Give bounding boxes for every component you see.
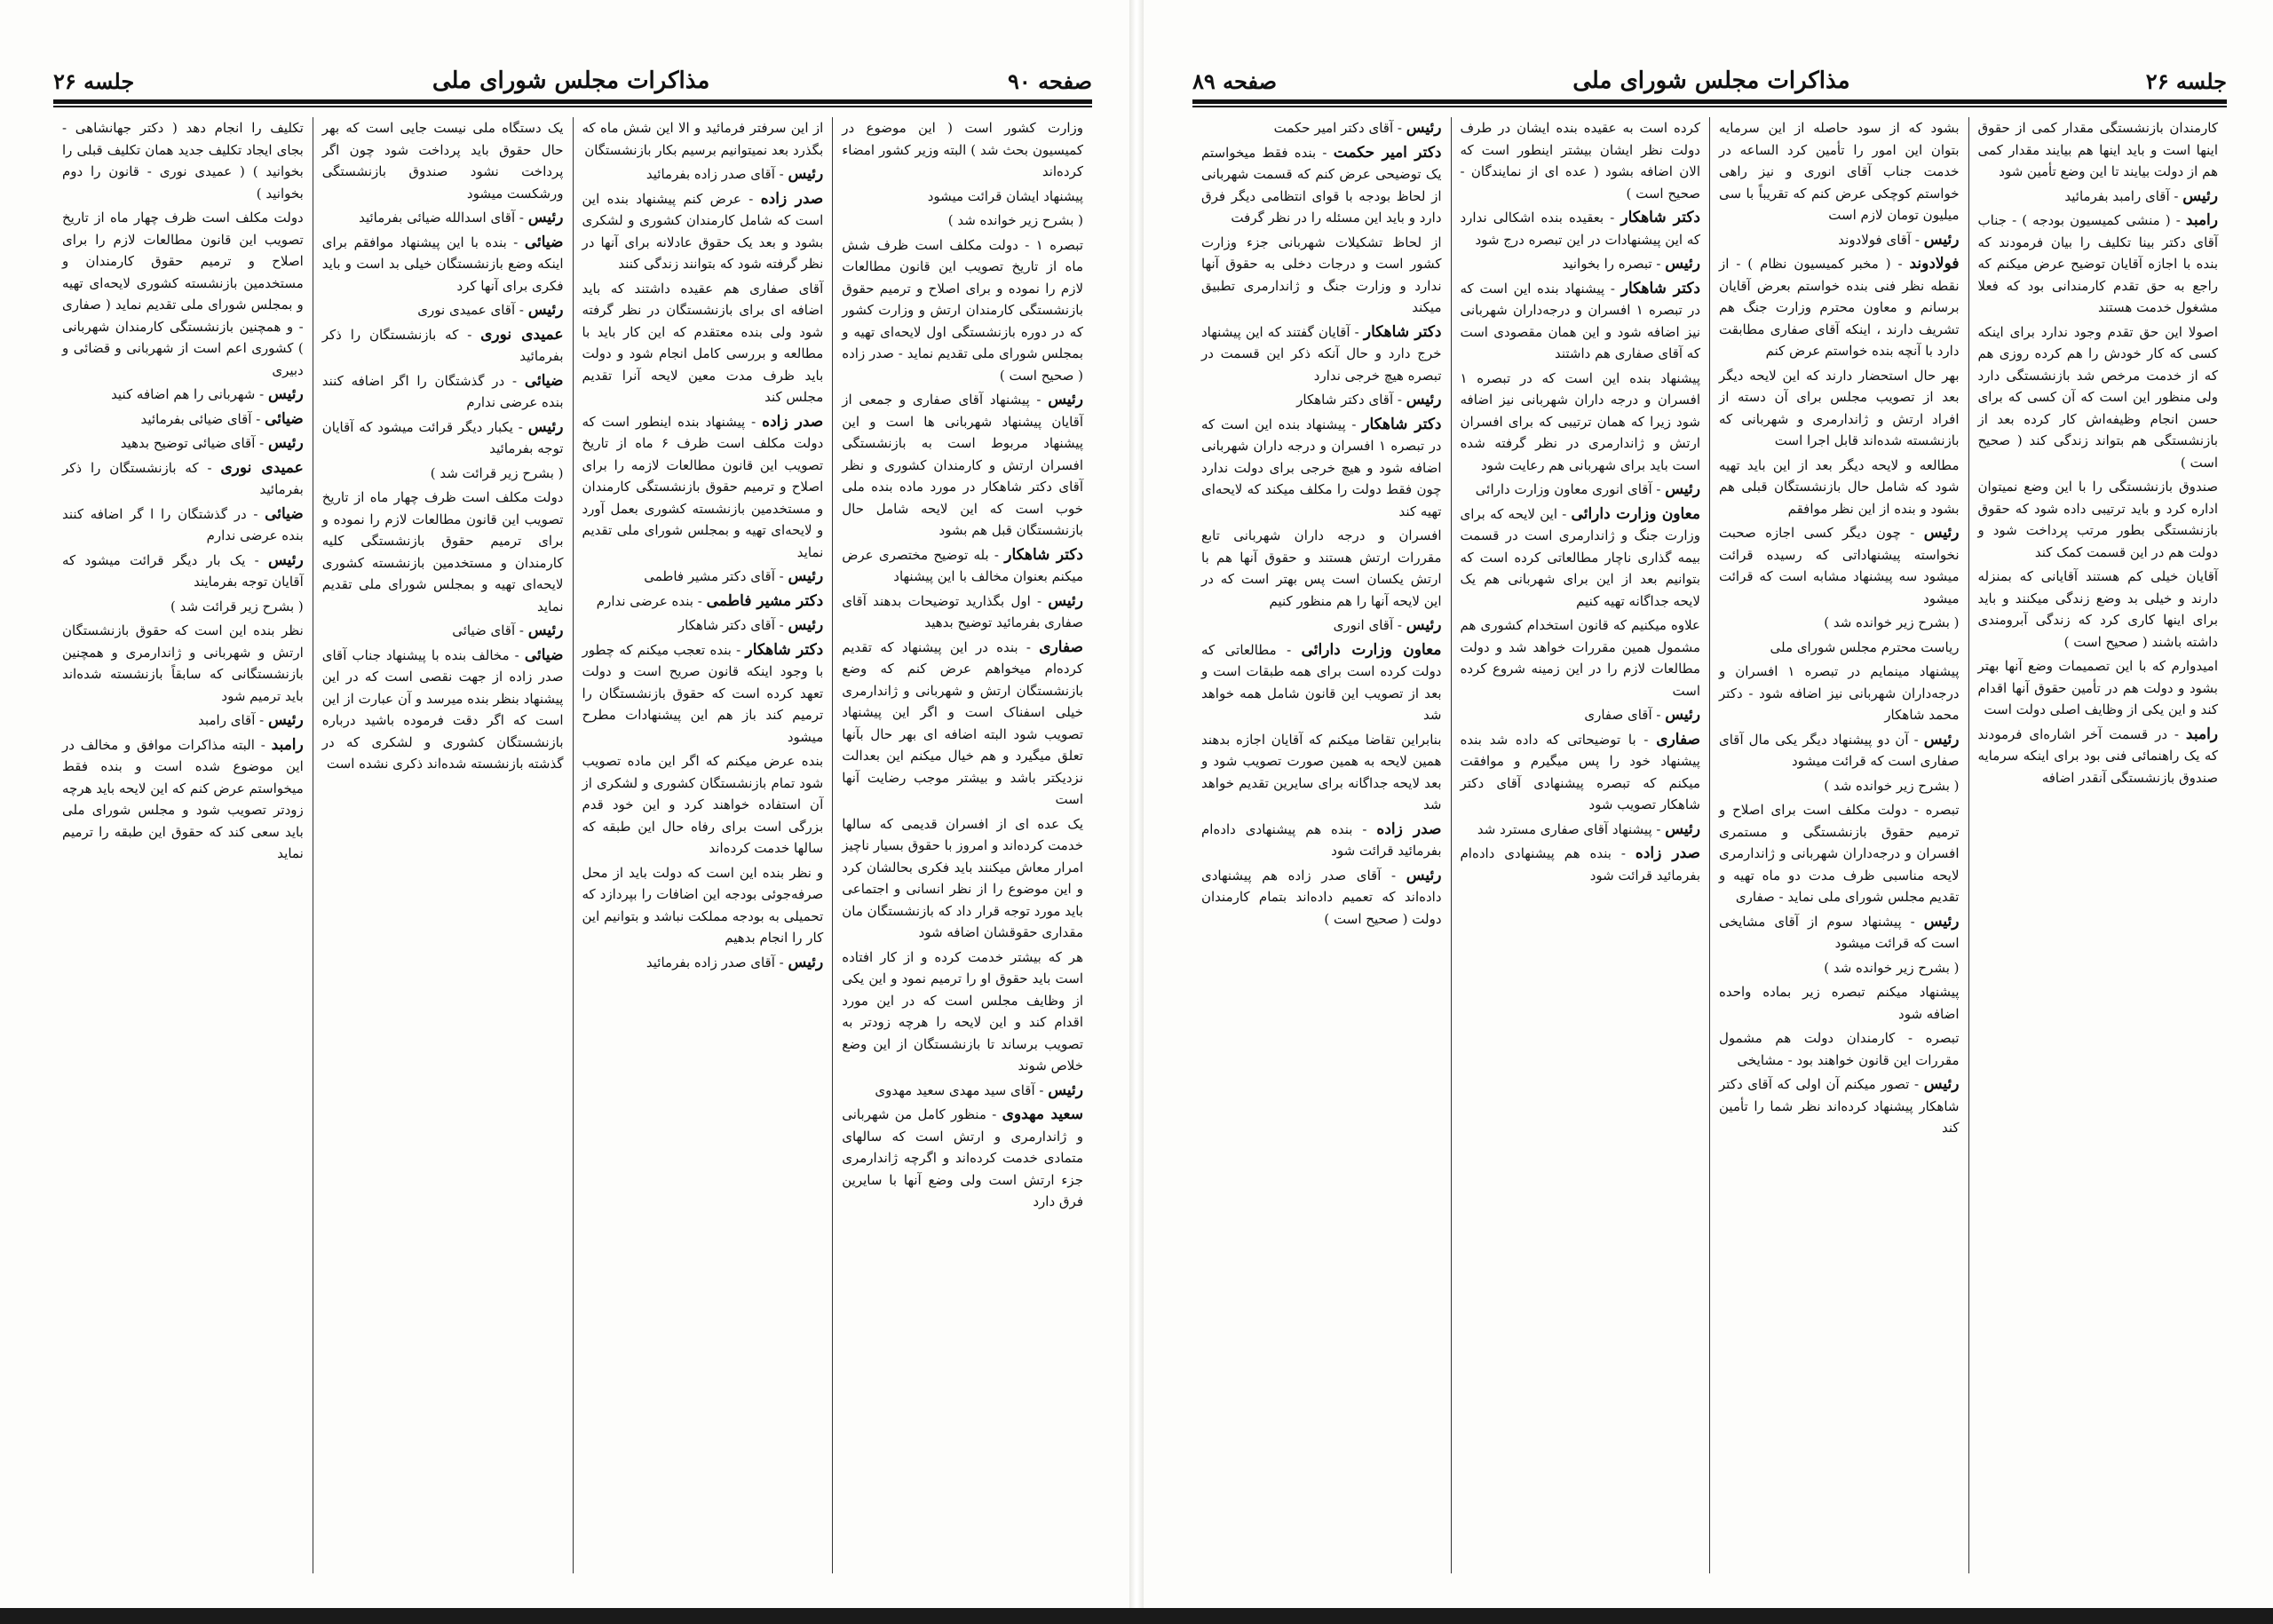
paragraph bbox=[842, 210, 1083, 232]
paragraph-text: - بعقیده بنده اشکالی ندارد که این پیشنهادات در این تبصره درج شود bbox=[1460, 210, 1700, 248]
paragraph-text: - پیشنهاد آقای صفاری و جمعی از آقایان پیشنهاد شهربانی ها است و این پیشنهاد مربوط است به بازنشستگی افسران ارتش و کارمندان کشوری و نظر آقای دکتر شاهکار در مورد ماده بنده ملی خوب است که این لایحه شامل حال بازنشستگان قبل هم بشود bbox=[842, 392, 1083, 538]
paragraph bbox=[1461, 503, 1701, 613]
speaker-name: دکتر شاهکار bbox=[745, 640, 824, 659]
speaker-name: رئیس bbox=[788, 953, 824, 971]
paragraph-text: - یکبار دیگر قرائت میشود که آقایان توجه بفرمائید bbox=[321, 418, 564, 456]
paragraph bbox=[1978, 117, 2219, 183]
book-gutter bbox=[1129, 0, 1144, 1624]
paragraph-text: - این لایحه که برای وزارت جنگ و ژاندارمری است در قسمت بیمه گذاری ناچار مطالعاتی کرده است که بتوانیم بعد از این برای شهربانی هم یک لایحه جداگانه تهیه کنیم bbox=[1460, 505, 1700, 609]
paragraph bbox=[322, 620, 564, 642]
column-1 bbox=[1968, 117, 2228, 1573]
speaker-name: صدر زاده bbox=[1635, 844, 1700, 862]
paragraph-text: - شهربانی را هم اضافه کنید bbox=[111, 386, 265, 402]
paragraph bbox=[842, 590, 1083, 634]
paragraph bbox=[62, 734, 304, 865]
speaker-name: رئیس bbox=[788, 616, 824, 634]
paragraph bbox=[1201, 865, 1442, 931]
paragraph bbox=[1461, 207, 1701, 250]
text-columns bbox=[1192, 117, 2227, 1573]
paragraph bbox=[322, 645, 564, 775]
paragraph bbox=[1461, 368, 1701, 477]
paragraph-text: - منظور کامل من شهربانی و ژاندارمری و ارتش است که سالهای متمادی خدمت کرده‌اند و اگرچه ژاندارمری جزء ارتش است ولی وضع آنها با سایرین فرق دارد bbox=[842, 1106, 1083, 1209]
paragraph-text: پیشنهاد بنده این است که در تبصره ۱ افسران و درجه داران شهربانی نیز اضافه شود زیرا که همان ترتیبی که برای افسران ارتش و ژاندارمری در نظر گرفته شده است باید برای شهربانی هم رعایت شود bbox=[1460, 369, 1700, 473]
session-number: جلسه ۲۶ bbox=[2145, 68, 2227, 94]
speaker-name: رئیس bbox=[1665, 480, 1700, 498]
paragraph-text: ( بشرح زیر خوانده شد ) bbox=[1824, 959, 1960, 976]
speaker-name: سعید مهدوی bbox=[1002, 1105, 1083, 1123]
paragraph bbox=[1978, 210, 2219, 319]
paragraph-text: تبصره - دولت مکلف است برای اصلاح و ترمیم حقوق بازنشستگی و مستمری افسران و درجه‌داران شهربانی و ژاندارمری لایحه مناسبی ظرف مدت دو ماه تهیه و تقدیم مجلس شورای ملی نماید - صفاری bbox=[1719, 802, 1960, 905]
paragraph bbox=[322, 370, 564, 414]
paragraph bbox=[1461, 278, 1701, 365]
paragraph bbox=[1461, 117, 1701, 204]
paragraph-text: - پیشنهاد بنده این است که در تبصره ۱ افسران و درجه‌داران شهربانی نیز اضافه شود و این همان مقصودی است که آقای صفاری هم داشتند bbox=[1460, 280, 1701, 361]
paragraph-text: بهر حال استحضار دارند که این لایحه دیگر بعد از تصویب مجلس برای آن دسته از افراد ارتش و ژاندارمری و شهربانی که بازنشسته شده‌اند قابل اجرا است bbox=[1719, 367, 1960, 448]
paragraph bbox=[582, 117, 824, 161]
paragraph bbox=[582, 750, 824, 860]
column-1 bbox=[832, 117, 1092, 1573]
paragraph-text: ( بشرح زیر خوانده شد ) bbox=[1824, 614, 1960, 630]
speaker-name: ضیائی bbox=[524, 646, 564, 664]
paragraph bbox=[1978, 724, 2219, 789]
paragraph bbox=[1719, 612, 1960, 634]
paragraph bbox=[582, 590, 824, 613]
paragraph-text: - آقای ضیائی bbox=[452, 622, 524, 638]
speaker-name: رئیس bbox=[1048, 1081, 1083, 1099]
paragraph-text: - آقایان گفتند که این پیشنهاد خرج دارد و حال آنکه ذکر این قسمت در تبصره هیچ خرجی ندارد bbox=[1201, 323, 1442, 384]
paragraph bbox=[1201, 232, 1442, 319]
speaker-name: رئیس bbox=[1406, 119, 1442, 137]
paragraph bbox=[1201, 729, 1442, 816]
paragraph bbox=[1201, 389, 1442, 411]
paragraph-text: مطالعه و لایحه دیگر بعد از این باید تهیه شود که شامل حال بازنشستگان قبلی هم بشود و بنده از این نظر موافقم bbox=[1719, 456, 1960, 517]
paragraph-text: ریاست محترم مجلس شورای ملی bbox=[1770, 638, 1960, 655]
speaker-name: رئیس bbox=[788, 165, 824, 183]
paragraph bbox=[1719, 117, 1960, 226]
speaker-name: دکتر مشیر فاطمی bbox=[706, 591, 824, 610]
paragraph bbox=[1201, 639, 1442, 726]
paragraph-text: - یک بار دیگر قرائت میشود که آقایان توجه بفرمایند bbox=[62, 551, 304, 590]
paragraph-text: - مخالف بنده با پیشنهاد جناب آقای صدر زاده از جهت نقصی است که در این پیشنهاد بنظر بنده میرسد و آن عبارت از این است که اگر دقت فرموده باشید درباره بازنشستگان کشوری و لشکری که در گذشته بازنشسته شده‌اند ذکری نشده است bbox=[321, 646, 564, 772]
speaker-name: رامبد bbox=[2185, 211, 2218, 229]
speaker-name: رئیس bbox=[1923, 524, 1960, 542]
paragraph bbox=[582, 952, 824, 974]
column-2 bbox=[573, 117, 833, 1573]
paragraph bbox=[62, 620, 304, 707]
speaker-name: رئیس bbox=[1406, 391, 1442, 408]
speaker-name: رئیس bbox=[1665, 255, 1700, 273]
paragraph-text: آقایان خیلی کم هستند آقایانی که بمنزله دارند و خیلی بد وضع زندگی میکنند و باید برای اینها کاری کرد که زندگی آبرومندی داشته باشند ( صحیح است ) bbox=[1977, 568, 2218, 650]
text-columns bbox=[53, 117, 1092, 1573]
paragraph bbox=[1201, 819, 1442, 862]
paragraph bbox=[62, 550, 304, 593]
speaker-name: معاون وزارت دارائی bbox=[1571, 504, 1700, 523]
paragraph-text: - در قسمت آخر اشاره‌ای فرمودند که یک راهنمائی فنی بود برای اینکه سرمایه صندوق بازنشستگی آنقدر اضافه bbox=[1977, 725, 2218, 786]
paragraph-text: - بنده با این پیشنهاد موافقم برای اینکه وضع بازنشستگان خیلی بد است و باید فکری برای آنها کرد bbox=[321, 234, 564, 294]
paragraph-text: پیشنهاد میکنم تبصره زیر بماده واحده اضافه شود bbox=[1719, 984, 1960, 1022]
paragraph-text: - آقای اسدالله ضیائی بفرمائید bbox=[359, 210, 524, 226]
paragraph bbox=[1461, 843, 1701, 886]
paragraph bbox=[1201, 614, 1442, 637]
paragraph-text: - آقای صدر زاده هم پیشنهادی داده‌اند که تعمیم داده‌اند بتمام کارمندان دولت ( صحیح است ) bbox=[1201, 867, 1442, 927]
paragraph bbox=[62, 503, 304, 547]
paragraph bbox=[1201, 117, 1442, 139]
paragraph-text: یک عده ای از افسران قدیمی که سالها خدمت کرده‌اند و امروز با حقوق بسیار ناچیز امرار معاش میکنند باید فکری بحالشان کرد و این موضوع را از نظر انسانی و اجتماعی باید مورد توجه قرار داد که بازنشستگان مان مقداری حقوقشان اضافه شود bbox=[842, 815, 1083, 940]
paragraph-text: - که بازنشستگان را ذکر بفرمائید bbox=[62, 459, 304, 497]
page-title: مذاکرات مجلس شورای ملی bbox=[432, 67, 710, 94]
paragraph-text: - بله توضیح مختصری عرض میکنم بعنوان مخالف با این پیشنهاد bbox=[842, 546, 1083, 584]
paragraph bbox=[1201, 142, 1442, 229]
paragraph bbox=[842, 186, 1083, 208]
paragraph-text: - در گذشتگان را ا گر اضافه کنند بنده عرضی ندارم bbox=[62, 505, 304, 543]
speaker-name: رئیس bbox=[268, 385, 304, 403]
header-rule-thin bbox=[1192, 106, 2227, 107]
paragraph bbox=[62, 384, 304, 406]
paragraph-text: - چون دیگر کسی اجازه صحبت نخواسته پیشنهاداتی که رسیده قرائت میشود سه پیشنهاد مشابه است که قرائت میشود bbox=[1719, 525, 1960, 606]
paragraph-text: نظر بنده این است که حقوق بازنشستگان ارتش و شهربانی و ژاندارمری و همچنین بازنشستگانی که سابقاً بازنشسته شده‌اند باید ترمیم شود bbox=[62, 622, 304, 704]
paragraph bbox=[1461, 614, 1701, 701]
column-2 bbox=[1709, 117, 1968, 1573]
paragraph-text: - بنده فقط میخواستم یک توضیحی عرض کنم که قسمت شهربانی از لحاظ بودجه با قوای انتظامی دیگر فرق دارد و باید این مسئله را در نظر گرفت bbox=[1201, 144, 1442, 226]
paragraph bbox=[842, 1080, 1083, 1102]
page-number: صفحه ۹۰ bbox=[1007, 68, 1092, 94]
speaker-name: رئیس bbox=[1406, 866, 1442, 884]
paragraph bbox=[582, 278, 824, 408]
paragraph bbox=[1719, 661, 1960, 726]
paragraph bbox=[1978, 476, 2219, 563]
speaker-name: رئیس bbox=[1665, 820, 1700, 838]
paragraph-text: - پیشنهاد بنده این است که در تبصره ۱ افسران و درجه داران شهربانی اضافه شود و هیچ خرجی برای دولت ندارد چون فقط دولت را مکلف میکند که لایحه‌ای تهیه کند bbox=[1201, 416, 1442, 519]
paragraph bbox=[62, 408, 304, 431]
paragraph bbox=[322, 207, 564, 229]
paragraph bbox=[1719, 1073, 1960, 1139]
paragraph bbox=[842, 813, 1083, 944]
paragraph-text: - بنده هم پیشنهادی داده‌ام بفرمائید قرائت شود bbox=[1201, 820, 1442, 859]
paragraph bbox=[322, 324, 564, 368]
speaker-name: رئیس bbox=[2182, 186, 2218, 205]
speaker-name: رامبد bbox=[271, 735, 304, 754]
paragraph-text: - پیشنهاد آقای صفاری مسترد شد bbox=[1477, 820, 1661, 837]
speaker-name: رئیس bbox=[1923, 230, 1960, 249]
paragraph-text: و نظر بنده این است که دولت باید از محل صرفه‌جوئی بودجه این اضافات را بپردازد که تحمیلی به بودجه مملکت نباشد و بتوانیم این کار را انجام بدهیم bbox=[582, 864, 824, 946]
paragraph-text: - آقای رامبد bbox=[198, 712, 265, 728]
paragraph-text: یک دستگاه ملی نیست جایی است که بهر حال حقوق باید پرداخت شود چون اگر پرداخت نشود صندوق بازنشستگی ورشکست میشود bbox=[321, 120, 564, 202]
paragraph-text: از لحاظ تشکیلات شهربانی جزء وزارت کشور است و درجات دخلی به حقوق آنها ندارد و وزارت جنگ و ژاندارمری تطبیق میکند bbox=[1201, 234, 1442, 315]
page-title: مذاکرات مجلس شورای ملی bbox=[1572, 67, 1850, 94]
speaker-name: رامبد bbox=[2185, 725, 2218, 743]
paragraph bbox=[1461, 479, 1701, 501]
paragraph bbox=[1978, 186, 2219, 208]
paragraph-text: - اول بگذارید توضیحات بدهند آقای صفاری بفرمائید توضیح بدهید bbox=[842, 592, 1083, 630]
paragraph bbox=[582, 163, 824, 186]
speaker-name: عمیدی نوری bbox=[220, 458, 304, 477]
paragraph bbox=[1461, 704, 1701, 726]
speaker-name: دکتر امیر حکمت bbox=[1333, 143, 1442, 162]
paragraph bbox=[842, 637, 1083, 811]
paragraph-text: - در گذشتگان را اگر اضافه کنند بنده عرضی ندارم bbox=[321, 372, 564, 410]
paragraph-text: - آقای دکتر مشیر فاطمی bbox=[644, 568, 784, 584]
paragraph bbox=[842, 544, 1083, 588]
column-3 bbox=[313, 117, 573, 1573]
speaker-name: رئیس bbox=[1048, 591, 1083, 610]
paragraph bbox=[62, 117, 304, 204]
paragraph bbox=[582, 188, 824, 275]
speaker-name: رئیس bbox=[1923, 912, 1960, 931]
column-3 bbox=[1451, 117, 1710, 1573]
paragraph bbox=[582, 862, 824, 949]
paragraph bbox=[1719, 729, 1960, 772]
paragraph-text: - تبصره را بخوانید bbox=[1562, 256, 1661, 272]
paragraph bbox=[582, 411, 824, 564]
speaker-name: ضیائی bbox=[265, 409, 304, 428]
speaker-name: دکتر شاهکار bbox=[1620, 279, 1700, 297]
paragraph bbox=[62, 207, 304, 381]
paragraph bbox=[1719, 1027, 1960, 1071]
left-page bbox=[0, 0, 1129, 1624]
paragraph bbox=[322, 232, 564, 297]
paragraph bbox=[1719, 799, 1960, 908]
paragraph bbox=[1719, 981, 1960, 1025]
speaker-name: ضیائی bbox=[265, 504, 304, 523]
paragraph-text: بنابراین تقاضا میکنم که آقایان اجازه بدهند همین لایحه به همین صورت تصویب شود و بعد لایحه جداگانه برای سایرین تقدیم خواهد شد bbox=[1201, 731, 1442, 812]
paragraph bbox=[842, 947, 1083, 1077]
header-rule-thin bbox=[53, 106, 1092, 107]
paragraph-text: - مطالعاتی که دولت کرده است برای همه طبقات است و بعد از تصویب این قانون شامل همه خواهد شد bbox=[1201, 641, 1442, 723]
speaker-name: رئیس bbox=[1665, 706, 1700, 724]
paragraph bbox=[1719, 455, 1960, 520]
speaker-name: رئیس bbox=[527, 417, 564, 436]
paragraph-text: - آقای صدر زاده بفرمائید bbox=[645, 166, 784, 182]
paragraph-text: ( بشرح زیر قرائت شد ) bbox=[430, 464, 564, 481]
header-rule bbox=[53, 99, 1092, 104]
paragraph-text: بشود که از سود حاصله از این سرمایه بتوان این امور را تأمین کرد الساعه در خدمت جناب آقای انوری و نیز راهی خواستم کوچکی عرض کنم که تقریباً با سی میلیون تومان لازم است bbox=[1719, 120, 1960, 223]
paragraph bbox=[1978, 655, 2219, 721]
paragraph-text: - البته مذاکرات موافق و مخالف در این موضوع شده است و بنده فقط میخواستم عرض کنم که این لایحه باید هرچه زودتر تصویب شود و مجلس شورای ملی باید سعی کند که حقوق این طبقه را ترمیم نماید bbox=[62, 736, 304, 861]
paragraph-text: - پیشنهاد سوم از آقای مشایخی است که قرائت میشود bbox=[1719, 913, 1960, 951]
paragraph-text: هر که بیشتر خدمت کرده و از کار افتاده است باید حقوق او را ترمیم نمود و این یکی از وظایف مجلس است که در این مورد اقدام کند و این لایحه را هرچه زودتر به تصویب برساند تا بازنشستگان از این وضع خلاص شوند bbox=[842, 948, 1083, 1073]
paragraph bbox=[1719, 775, 1960, 797]
paragraph bbox=[62, 709, 304, 732]
paragraph-text: امیدوارم که با این تصمیمات وضع آنها بهتر بشود و دولت هم در تأمین حقوق آنها اقدام کند و این یکی از وظایف اصلی دولت است bbox=[1977, 658, 2218, 717]
paragraph-text: - آقای دکتر شاهکار bbox=[677, 617, 784, 633]
column-4 bbox=[53, 117, 313, 1573]
speaker-name: رئیس bbox=[267, 551, 304, 569]
paragraph-text: - با توضیحاتی که داده شد بنده پیشنهاد خود را پس میگیرم و موافقت میکنم که تبصره پیشنهادی آقای دکتر شاهکار تصویب شود bbox=[1460, 731, 1700, 812]
paragraph-text: - بنده عرضی ندارم bbox=[596, 592, 702, 609]
speaker-name: ضیائی bbox=[524, 233, 564, 251]
paragraph bbox=[322, 487, 564, 617]
paragraph-text: تبصره ۱ - دولت مکلف است ظرف شش ماه از تاریخ تصویب این قانون مطالعات لازم را نموده و برای اصلاح و ترمیم حقوق بازنشستگی کارمندان ارتش و وزارت کشور که در دوره بازنشستگی اول لایحه‌ای تهیه و بمجلس شورای ملی تقدیم نماید - صدر زاده ( صحیح است ) bbox=[842, 236, 1083, 384]
paragraph-text: آقای صفاری هم عقیده داشتند که باید اضافه ای برای بازنشستگان در نظر گرفته شود ولی بنده معتقدم که این کار باید با مطالعه و بررسی کامل انجام شود و دولت باید ظرف مدت معین لایحه آنرا تقدیم مجلس کند bbox=[582, 280, 824, 405]
speaker-name: صدر زاده bbox=[760, 189, 824, 208]
speaker-name: رئیس bbox=[268, 711, 304, 729]
speaker-name: دکتر شاهکار bbox=[1362, 415, 1442, 433]
paragraph-text: پیشنهاد ایشان قرائت میشود bbox=[927, 187, 1083, 204]
paragraph-text: - آقای ضیائی توضیح بدهید bbox=[120, 435, 265, 451]
paragraph bbox=[1461, 729, 1701, 816]
speaker-name: رئیس bbox=[527, 209, 564, 226]
paragraph-text: - آقای سید مهدی سعید مهدوی bbox=[875, 1081, 1044, 1098]
paragraph-text: کرده است به عقیده بنده ایشان در طرف دولت نظر ایشان بیشتر اینطور است که الان اضافه بشود ( عده ای از نمایندگان - صحیح است ) bbox=[1460, 120, 1700, 202]
speaker-name: رئیس bbox=[1406, 616, 1442, 634]
speaker-name: دکتر شاهکار bbox=[1363, 322, 1442, 341]
paragraph-text: از این سرفتر فرمائید و الا این شش ماه که بگذرد بعد نمیتوانیم برسیم بکار بازنشستگان bbox=[582, 120, 824, 158]
paragraph-text: - تصور میکنم آن اولی که آقای دکتر شاهکار پیشنهاد کرده‌اند نظر شما را تأمین کند bbox=[1719, 1076, 1960, 1136]
paragraph-text: - آقای رامبد بفرمائید bbox=[2064, 187, 2179, 204]
paragraph bbox=[322, 299, 564, 321]
paragraph-text: - بنده در این پیشنهاد که تقدیم کرده‌ام میخواهم عرض کنم که وضع بازنشستگان ارتش و شهربانی و ژاندارمری خیلی اسفناک است و اگر این پیشنهاد تصویب شود البته اضافه ای بهر حال بآنها تعلق میگیرد و هم خیال میکنم این بعدالت نزدیکتر باشد و بیشتر موجب رضایت آنها است bbox=[842, 638, 1083, 807]
paragraph-text: وزارت کشور است ( این موضوع در کمیسیون بحث شد ) البته وزیر کشور امضاء کرده‌اند bbox=[842, 120, 1083, 179]
paragraph-text: ( بشرح زیر خوانده شد ) bbox=[1824, 777, 1960, 794]
paragraph bbox=[1201, 525, 1442, 612]
speaker-name: دکتر شاهکار bbox=[1620, 209, 1700, 226]
paragraph-text: - ( مخبر کمیسیون نظام ) - از نقطه نظر فنی بنده خواستم بعرض آقایان برسانم و معاون محترم وزارت جنگ هم تشریف دارند ، اینکه آقای صفاری مطابقت دارد با آنچه بنده خواستم عرض کنم bbox=[1719, 256, 1960, 359]
paragraph bbox=[62, 432, 304, 455]
paragraph-text: - آقای دکتر شاهکار bbox=[1296, 392, 1402, 408]
speaker-name: صفاری bbox=[1039, 638, 1083, 656]
paragraph-text: - پیشنهاد بنده اینطور است که دولت مکلف است ظرف ۶ ماه از تاریخ تصویب این قانون مطالعات لازمه را برای اصلاح و ترمیم حقوق بازنشستگی کارمندان و مستخدمین بازنشسته کشوری بعمل آورد و لایحه‌ای تهیه و بمجلس شورای ملی تقدیم نماید bbox=[582, 413, 824, 560]
paragraph-text: علاوه میکنیم که قانون استخدام کشوری هم مشمول همین مقررات خواهد شد و دولت مطالعات لازم را در این زمینه شروع کرده است bbox=[1460, 617, 1700, 699]
page-header bbox=[1192, 51, 2227, 94]
paragraph bbox=[322, 416, 564, 460]
speaker-name: صفاری bbox=[1656, 730, 1700, 749]
paragraph bbox=[582, 566, 824, 588]
paragraph-text: ( بشرح زیر خوانده شد ) bbox=[947, 212, 1083, 228]
paragraph bbox=[1461, 253, 1701, 275]
session-number: جلسه ۲۶ bbox=[53, 68, 135, 94]
paragraph bbox=[1461, 819, 1701, 841]
paragraph bbox=[62, 457, 304, 501]
paragraph-text: - آن دو پیشنهاد دیگر یکی مال آقای صفاری است که قرائت میشود bbox=[1719, 731, 1960, 769]
paragraph-text: - عرض کنم پیشنهاد بنده این است که شامل کارمندان کشوری و لشکری بشود و بعد یک حقوق عادلانه برای آنها در نظر گرفته شود که بتوانند زندگی کنند bbox=[582, 190, 824, 272]
paragraph bbox=[1201, 414, 1442, 523]
paragraph-text: بنده عرض میکنم که اگر این ماده تصویب شود تمام بازنشستگان کشوری و لشکری از آن استفاده خواهند کرد و این خود قدم بزرگی است برای رفاه حال این طبقه که سالها خدمت کرده‌اند bbox=[582, 753, 824, 856]
column-4 bbox=[1192, 117, 1451, 1573]
speaker-name: رئیس bbox=[268, 434, 304, 452]
speaker-name: رئیس bbox=[788, 567, 824, 585]
paragraph bbox=[1978, 321, 2219, 474]
paragraph-text: - آقای انوری bbox=[1333, 617, 1402, 633]
paragraph-text: کارمندان بازنشستگی مقدار کمی از حقوق اینها است و باید اینها هم بیایند مقدار کمی هم از دولت بیایند تا این وضع تأمین شود bbox=[1977, 120, 2218, 179]
paragraph bbox=[1719, 957, 1960, 979]
paragraph-text: - آقای انوری معاون وزارت دارائی bbox=[1475, 481, 1661, 497]
paragraph-text: - آقای صفاری bbox=[1584, 707, 1661, 723]
speaker-name: معاون وزارت دارائی bbox=[1301, 640, 1442, 659]
paragraph-text: صندوق بازنشستگی را با این وضع نمیتوان اداره کرد و باید ترتیبی داده شود که حقوق بازنشستگی بطور مرتب پرداخت شود و دولت هم در این قسمت کمک کند bbox=[1977, 479, 2218, 560]
paragraph bbox=[1201, 321, 1442, 387]
page-header bbox=[53, 51, 1092, 94]
paragraph-text: ( بشرح زیر قرائت شد ) bbox=[170, 598, 304, 614]
paragraph bbox=[582, 614, 824, 637]
speaker-name: رئیس bbox=[1048, 391, 1083, 408]
paragraph-text: تبصره - کارمندان دولت هم مشمول مقررات این قانون خواهند بود - مشایخی bbox=[1719, 1030, 1960, 1068]
paragraph-text: - آقای عمیدی نوری bbox=[417, 302, 524, 318]
speaker-name: ضیائی bbox=[524, 371, 564, 390]
speaker-name: رئیس bbox=[1923, 730, 1960, 749]
speaker-name: رئیس bbox=[527, 622, 564, 639]
paragraph bbox=[322, 463, 564, 485]
paragraph-text: - ( منشی کمیسیون بودجه ) - جناب آقای دکتر بینا تکلیف را بیان فرمودند که بنده با اجازه آقایان توضیح عرض میکنم که راجع به حق تقدم کارمندانی بود که فعلا مشغول خدمت هستند bbox=[1977, 212, 2218, 315]
speaker-name: رئیس bbox=[527, 301, 564, 319]
paragraph-text: پیشنهاد مینمایم در تبصره ۱ افسران و درجه‌داران شهربانی نیز اضافه شود - دکتر محمد شاهکار bbox=[1719, 663, 1960, 723]
paragraph-text: - بنده تعجب میکنم که چطور با وجود اینکه قانون صریح است و دولت تعهد کرده است که حقوق بازنشستگان را ترمیم کند باز هم این پیشنهادات مطرح میشود bbox=[582, 641, 824, 745]
paragraph bbox=[1719, 522, 1960, 609]
paragraph-text: - آقای ضیائی بفرمائید bbox=[140, 410, 261, 427]
speaker-name: صدر زاده bbox=[762, 412, 824, 431]
speaker-name: رئیس bbox=[1923, 1075, 1960, 1093]
paragraph-text: دولت مکلف است ظرف چهار ماه از تاریخ تصویب این قانون مطالعات لازم را نموده و برای ترمیم حقوق بازنشستگی کلیه کارمندان و مستخدمین بازنشسته کشوری لایحه‌ای تهیه و بمجلس شورای ملی تقدیم نماید bbox=[321, 489, 564, 614]
paragraph bbox=[842, 1104, 1083, 1213]
paragraph-text: - آقای صدر زاده بفرمائید bbox=[645, 954, 784, 970]
speaker-name: فولادوند bbox=[1909, 255, 1960, 273]
paragraph-text: افسران و درجه داران شهربانی تابع مقررات ارتش هستند و حقوق آنها هم با ارتش یکسان است پس بهتر است که در این لایحه آنها را هم منظور کنیم bbox=[1201, 527, 1442, 609]
paragraph bbox=[322, 117, 564, 204]
paragraph-text: - آقای دکتر امیر حکمت bbox=[1273, 120, 1402, 136]
paragraph bbox=[1978, 566, 2219, 653]
paragraph bbox=[842, 117, 1083, 183]
paragraph bbox=[1719, 229, 1960, 251]
paragraph-text: - بنده هم پیشنهادی داده‌ام بفرمائید قرائت شود bbox=[1460, 845, 1700, 883]
scan-edge bbox=[0, 1608, 2273, 1624]
paragraph bbox=[62, 596, 304, 618]
paragraph-text: دولت مکلف است ظرف چهار ماه از تاریخ تصویب این قانون مطالعات لازم را برای اصلاح و ترمیم حقوق کارمندان و مستخدمین بازنشسته کشوری لایحه‌ای تهیه و بمجلس شورای ملی تقدیم نماید ( صفاری - و همچنین بازنشستگی کارمندان شهربانی ) کشوری اعم است از شهربانی و قضائی و دبیری bbox=[62, 210, 304, 378]
paragraph bbox=[1719, 911, 1960, 955]
speaker-name: صدر زاده bbox=[1376, 820, 1442, 838]
paragraph-text: اصولا این حق تقدم وجود ندارد برای اینکه کسی که کار خودش را هم کرده روزی هم که از خدمت مرخص شد بازنشستگی دارد ولی منظور این است که آن کسی که برای حسن انجام وظیفه‌اش کار کرده بعد از بازنشستگی هم بتواند زندگی کند ( صحیح است ) bbox=[1977, 323, 2218, 471]
paragraph bbox=[1719, 637, 1960, 659]
paragraph-text: - که بازنشستگان را ذکر بفرمائید bbox=[321, 326, 564, 364]
right-page bbox=[1144, 0, 2273, 1624]
paragraph bbox=[1719, 365, 1960, 452]
header-rule bbox=[1192, 99, 2227, 104]
paragraph-text: تکلیف را انجام دهد ( دکتر جهانشاهی - بجای ایجاد تکلیف جدید همان تکلیف قبلی را بخوانید ) ( عمیدی نوری - قانون را دوم بخوانید ) bbox=[62, 120, 304, 202]
paragraph bbox=[842, 389, 1083, 542]
page-number: صفحه ۸۹ bbox=[1192, 68, 1278, 94]
paragraph bbox=[1719, 253, 1960, 362]
paragraph bbox=[842, 234, 1083, 387]
paragraph bbox=[582, 639, 824, 749]
speaker-name: دکتر شاهکار bbox=[1004, 545, 1083, 564]
speaker-name: عمیدی نوری bbox=[480, 325, 564, 344]
paragraph-text: - آقای فولادوند bbox=[1838, 231, 1920, 248]
